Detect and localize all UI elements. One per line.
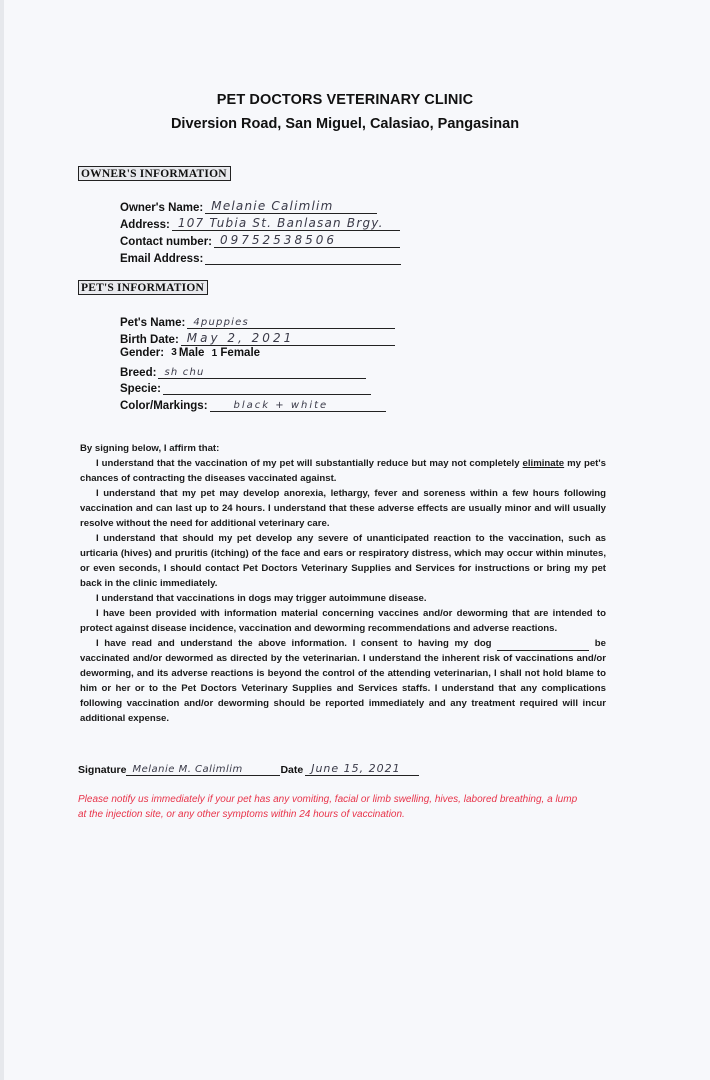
terms-p6-text-end: be vaccinated and/or dewormed as directed by the veterinarian. I understand the inherent risk of vaccinations and/or deworming, and its adverse reactions is beyond the control of the attending veterinarian, I shall not hold blame to him or her or to the Pet Doctors Veterinary Supplies and Services staffs. I understand that any complications following vaccination and/or deworming should be reported immediately and any treatment required will incur additional expense.: [80, 638, 606, 724]
birth-date-field: [120, 331, 395, 346]
specie-label: Specie:: [120, 383, 161, 395]
scan-edge: [0, 0, 4, 1080]
date-line[interactable]: [305, 762, 419, 776]
gender-male-label: Male: [178, 347, 205, 359]
birth-date-line[interactable]: [181, 331, 395, 346]
terms-p1-underlined: eliminate: [522, 458, 565, 469]
clinic-name: PET DOCTORS VETERINARY CLINIC: [216, 92, 474, 108]
contact-number-label: Contact number:: [120, 236, 212, 248]
color-markings-value: black + white: [233, 400, 329, 411]
contact-number-value: 09752538506: [220, 233, 337, 247]
breed-label: Breed:: [120, 367, 157, 379]
owner-section-title: OWNER'S INFORMATION: [78, 166, 231, 181]
owner-address-label: Address:: [120, 219, 170, 231]
terms-paragraph-5: I have been provided with information material concerning vaccines and/or deworming that are intended to protect against disease incidence, vaccination and deworming recommendations and adverse reactions.: [80, 608, 606, 634]
consent-terms: [80, 441, 606, 726]
notice-text: Please notify us immediately if your pet has any vomiting, facial or limb swelling, hives, labored breathing, a lump at the injection site, or any other symptoms within 24 hours of vaccination.: [78, 794, 578, 820]
gender-field: [120, 347, 260, 359]
terms-paragraph-3: I understand that should my pet develop any severe of unanticipated reaction to the vaccination, such as urticaria (hives) and pruritis (itching) of the face and ears or respiratory distress, which may occur within minutes, or even seconds, I should contact Pet Doctors Veterinary Supplies and Services for instructions or bring my pet back in the clinic immediately.: [80, 533, 606, 589]
contact-number-line[interactable]: [214, 233, 400, 248]
owner-name-line[interactable]: [205, 199, 377, 214]
terms-p1-text: I understand that the vaccination of my pet will substantially reduce but may not completely: [96, 458, 523, 469]
owner-address-line[interactable]: [172, 216, 400, 231]
contact-number-field: [120, 233, 400, 248]
specie-line[interactable]: [163, 380, 371, 395]
breed-line[interactable]: [158, 364, 366, 379]
breed-value: sh chu: [164, 367, 205, 378]
signature-line[interactable]: [126, 762, 280, 776]
gender-female-label: Female: [220, 347, 261, 359]
female-count: 1: [211, 348, 218, 359]
color-markings-label: Color/Markings:: [120, 400, 208, 412]
signature-value: Melanie M. Calimlim: [132, 764, 243, 775]
pet-name-label: Pet's Name:: [120, 317, 186, 329]
email-label: Email Address:: [120, 253, 204, 265]
pet-name-line[interactable]: [187, 314, 395, 329]
signature-row: [78, 762, 419, 776]
pet-name-field: [120, 314, 395, 329]
pet-name-value: 4puppies: [193, 317, 249, 328]
owner-address-field: [120, 216, 400, 231]
email-field: [120, 250, 401, 265]
owner-name-label: Owner's Name:: [120, 202, 204, 214]
color-markings-line[interactable]: [210, 397, 386, 412]
clinic-address: Diversion Road, San Miguel, Calasiao, Pangasinan: [170, 116, 520, 132]
owner-address-value: 107 Tubia St. Banlasan Brgy.: [177, 216, 384, 230]
terms-paragraph-6: [80, 636, 606, 726]
male-checkbox[interactable]: 3: [171, 347, 177, 359]
terms-paragraph-2: I understand that my pet may develop anorexia, lethargy, fever and soreness within a few hours following vaccination and can last up to 24 hours. I understand that these adverse effects are usually minor and will usually resolve without the need for additional veterinary care.: [80, 488, 606, 529]
terms-paragraph-1: [80, 456, 606, 486]
breed-field: [120, 364, 366, 379]
pet-section-title: PET'S INFORMATION: [78, 280, 208, 295]
gender-female-option[interactable]: [212, 347, 260, 359]
terms-p6-text: I have read and understand the above information. I consent to having my dog: [96, 638, 492, 649]
date-label: Date: [280, 764, 304, 776]
specie-field: [120, 380, 371, 395]
birth-date-label: Birth Date:: [120, 334, 179, 346]
color-markings-field: [120, 397, 386, 412]
dog-name-blank[interactable]: [497, 640, 589, 651]
birth-date-value: May 2, 2021: [186, 331, 295, 345]
date-value: June 15, 2021: [311, 762, 401, 775]
terms-intro: By signing below, I affirm that:: [80, 443, 220, 454]
signature-label: Signature: [78, 764, 127, 776]
gender-male-option[interactable]: [171, 347, 204, 359]
owner-name-field: [120, 199, 377, 214]
email-line[interactable]: [205, 250, 401, 265]
gender-label: Gender:: [120, 347, 165, 359]
terms-p1-text-end: my pet's chances of contracting the diseases vaccinated against.: [80, 458, 606, 484]
terms-paragraph-4: I understand that vaccinations in dogs may trigger autoimmune disease.: [96, 593, 427, 604]
owner-name-value: Melanie Calimlim: [211, 199, 334, 213]
